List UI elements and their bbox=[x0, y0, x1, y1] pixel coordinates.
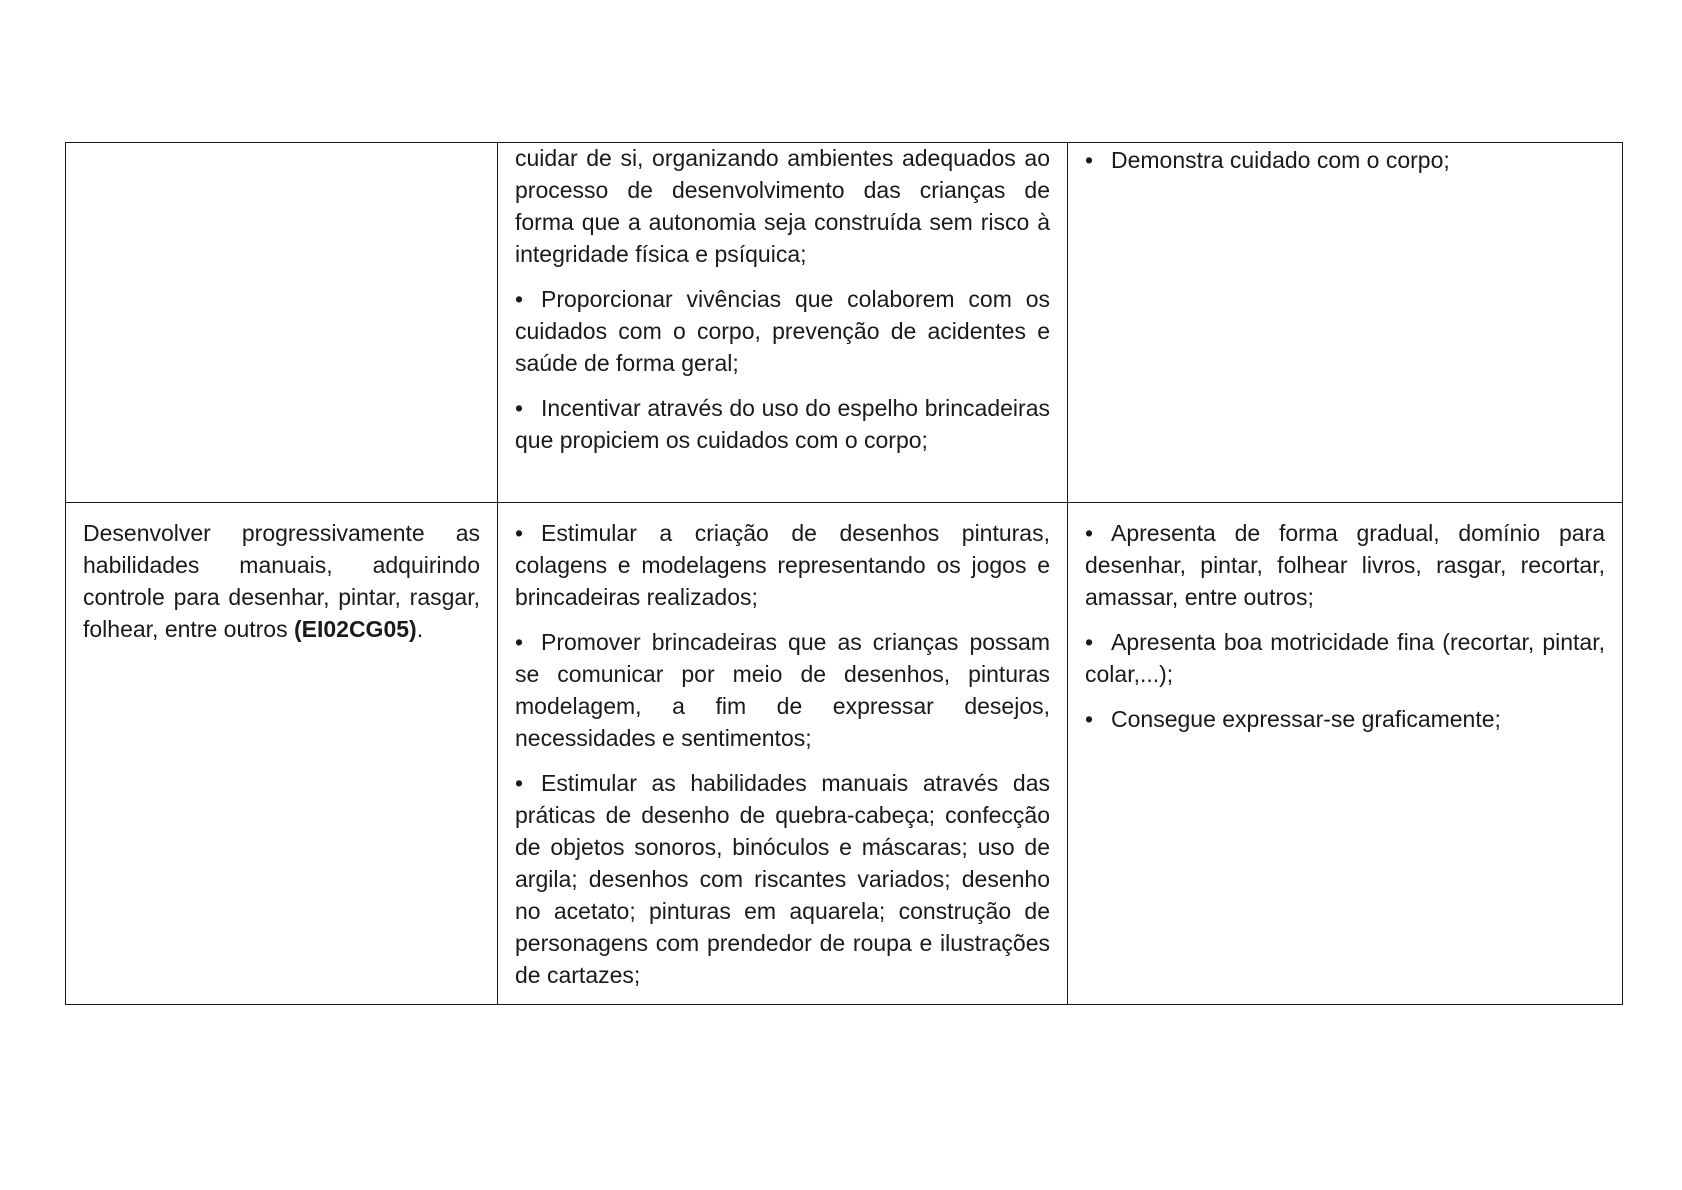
evaluation-item: • Demonstra cuidado com o corpo; bbox=[1085, 144, 1605, 176]
strategies-cell bbox=[498, 503, 1068, 1005]
evaluation-item: • Apresenta boa motricidade fina (recortar, pintar, colar,...); bbox=[1085, 626, 1605, 690]
objective-code: (EI02CG05) bbox=[293, 616, 417, 642]
bullet-icon: • bbox=[1085, 147, 1094, 173]
bullet-icon: • bbox=[515, 520, 524, 546]
bullet-icon: • bbox=[515, 629, 524, 655]
bullet-icon: • bbox=[515, 395, 524, 421]
strategy-item: • Estimular a criação de desenhos pinturas, colagens e modelagens representando os jogos e brincadeiras realizados; bbox=[515, 517, 1050, 613]
evaluation-item: • Apresenta de forma gradual, domínio para desenhar, pintar, folhear livros, rasgar, recortar, amassar, entre outros; bbox=[1085, 517, 1605, 613]
evaluation-cell bbox=[1068, 143, 1623, 503]
bullet-icon: • bbox=[1085, 706, 1094, 732]
table-row bbox=[66, 503, 1623, 1005]
bullet-icon: • bbox=[1085, 629, 1094, 655]
curriculum-table bbox=[65, 142, 1623, 1005]
strategy-continued: cuidar de si, organizando ambientes adequados ao processo de desenvolvimento das crianças de forma que a autonomia seja construída sem risco à integridade física e psíquica; bbox=[515, 145, 1050, 267]
evaluation-cell bbox=[1068, 503, 1623, 1005]
bullet-icon: • bbox=[1085, 520, 1094, 546]
strategy-item: • Incentivar através do uso do espelho brincadeiras que propiciem os cuidados com o corpo; bbox=[515, 392, 1050, 456]
bullet-icon: • bbox=[515, 770, 524, 796]
table-row bbox=[66, 143, 1623, 503]
objective-cell bbox=[66, 503, 498, 1005]
bullet-icon: • bbox=[515, 286, 524, 312]
strategies-cell bbox=[498, 143, 1068, 503]
evaluation-item: • Consegue expressar-se graficamente; bbox=[1085, 703, 1605, 735]
strategy-item: • Estimular as habilidades manuais através das práticas de desenho de quebra-cabeça; confecção de objetos sonoros, binóculos e máscaras; uso de argila; desenhos com riscantes variados; desenho no acetato; pinturas em aquarela; construção de personagens com prendedor de roupa e ilustrações de cartazes; bbox=[515, 767, 1050, 991]
objective-cell-empty bbox=[66, 143, 498, 503]
objective-text: Desenvolver progressivamente as habilidades manuais, adquirindo controle para desenhar, pintar, rasgar, folhear, entre outros (EI02CG05). bbox=[83, 520, 480, 642]
strategy-item: • Proporcionar vivências que colaborem com os cuidados com o corpo, prevenção de acidentes e saúde de forma geral; bbox=[515, 283, 1050, 379]
strategy-item: • Promover brincadeiras que as crianças possam se comunicar por meio de desenhos, pinturas modelagem, a fim de expressar desejos, necessidades e sentimentos; bbox=[515, 626, 1050, 754]
